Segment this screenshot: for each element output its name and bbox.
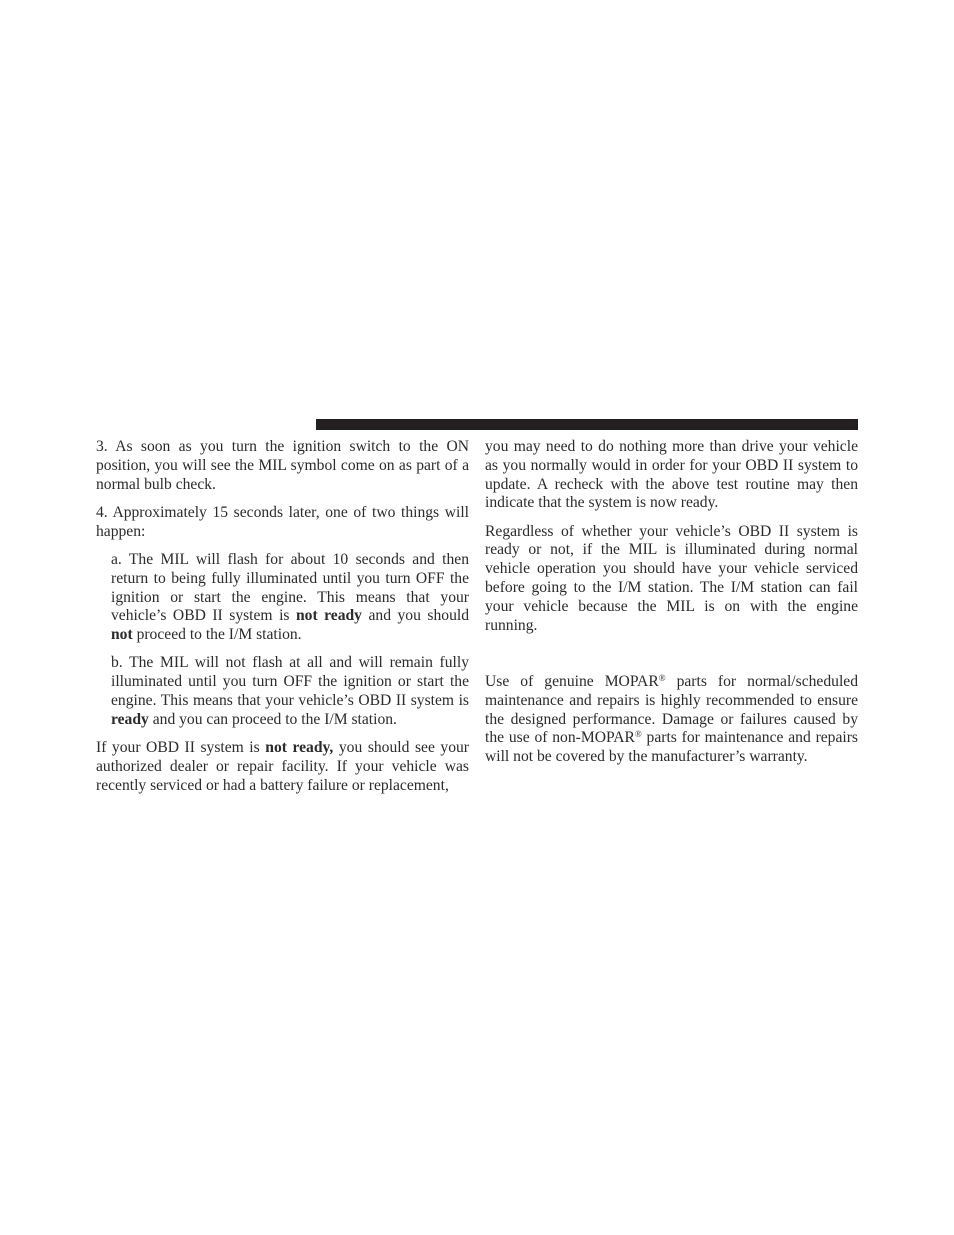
text: parts for maintenance and repairs will not be covered by the manufacturer’s warranty. xyxy=(485,729,858,766)
registered-mark: ® xyxy=(658,672,666,683)
step-4b-paragraph xyxy=(111,654,469,729)
left-column xyxy=(96,438,469,805)
right-column xyxy=(485,438,858,776)
text: Use of genuine MOPAR xyxy=(485,672,659,690)
text: you should see your authorized dealer or repair facility. If your vehicle was recently serviced or had a battery failure or replacement, xyxy=(96,739,469,794)
header-rule xyxy=(316,419,858,430)
text: proceed to the I/M station. xyxy=(132,626,302,644)
bold-not-ready: not ready xyxy=(295,607,362,625)
section-gap xyxy=(485,645,858,673)
text: b. The MIL will not flash at all and will remain fully illuminated until you turn OFF the ignition or start the engine. This means that your vehicle’s OBD II system is xyxy=(111,654,469,710)
step-4-paragraph: 4. Approximately 15 seconds later, one of two things will happen: xyxy=(96,503,469,540)
continuation-paragraph: you may need to do nothing more than drive your vehicle as you normally would in order for your OBD II system to update. A recheck with the above test routine may then indicate that the system is now ready. xyxy=(485,438,858,512)
mopar-paragraph xyxy=(485,673,858,767)
text: parts for normal/scheduled maintenance and repairs is highly recommended to ensure the designed performance. Damage or failures caused by the use of non-MOPAR xyxy=(485,672,858,747)
registered-mark: ® xyxy=(634,729,642,740)
step-4a-paragraph xyxy=(111,551,469,645)
not-ready-paragraph xyxy=(96,739,469,795)
text: and you should xyxy=(361,607,469,625)
mil-illuminated-paragraph: Regardless of whether your vehicle’s OBD II system is ready or not, if the MIL is illuminated during normal vehicle operation you should have your vehicle serviced before going to the I/M station. The I/M station can fail your vehicle because the MIL is on with the engine running. xyxy=(485,522,858,634)
text: If your OBD II system is xyxy=(96,739,266,757)
bold-ready: ready xyxy=(111,710,149,728)
step-3-paragraph: 3. As soon as you turn the ignition switch to the ON position, you will see the MIL symbol come on as part of a normal bulb check. xyxy=(96,438,469,493)
bold-not-ready: not ready, xyxy=(265,739,334,757)
text: a. The MIL will flash for about 10 seconds and then return to being fully illuminated until you turn OFF the ignition or start the engine. This means that your vehicle’s OBD II system is xyxy=(111,550,469,625)
bold-not: not xyxy=(111,626,133,644)
text: and you can proceed to the I/M station. xyxy=(148,710,397,728)
